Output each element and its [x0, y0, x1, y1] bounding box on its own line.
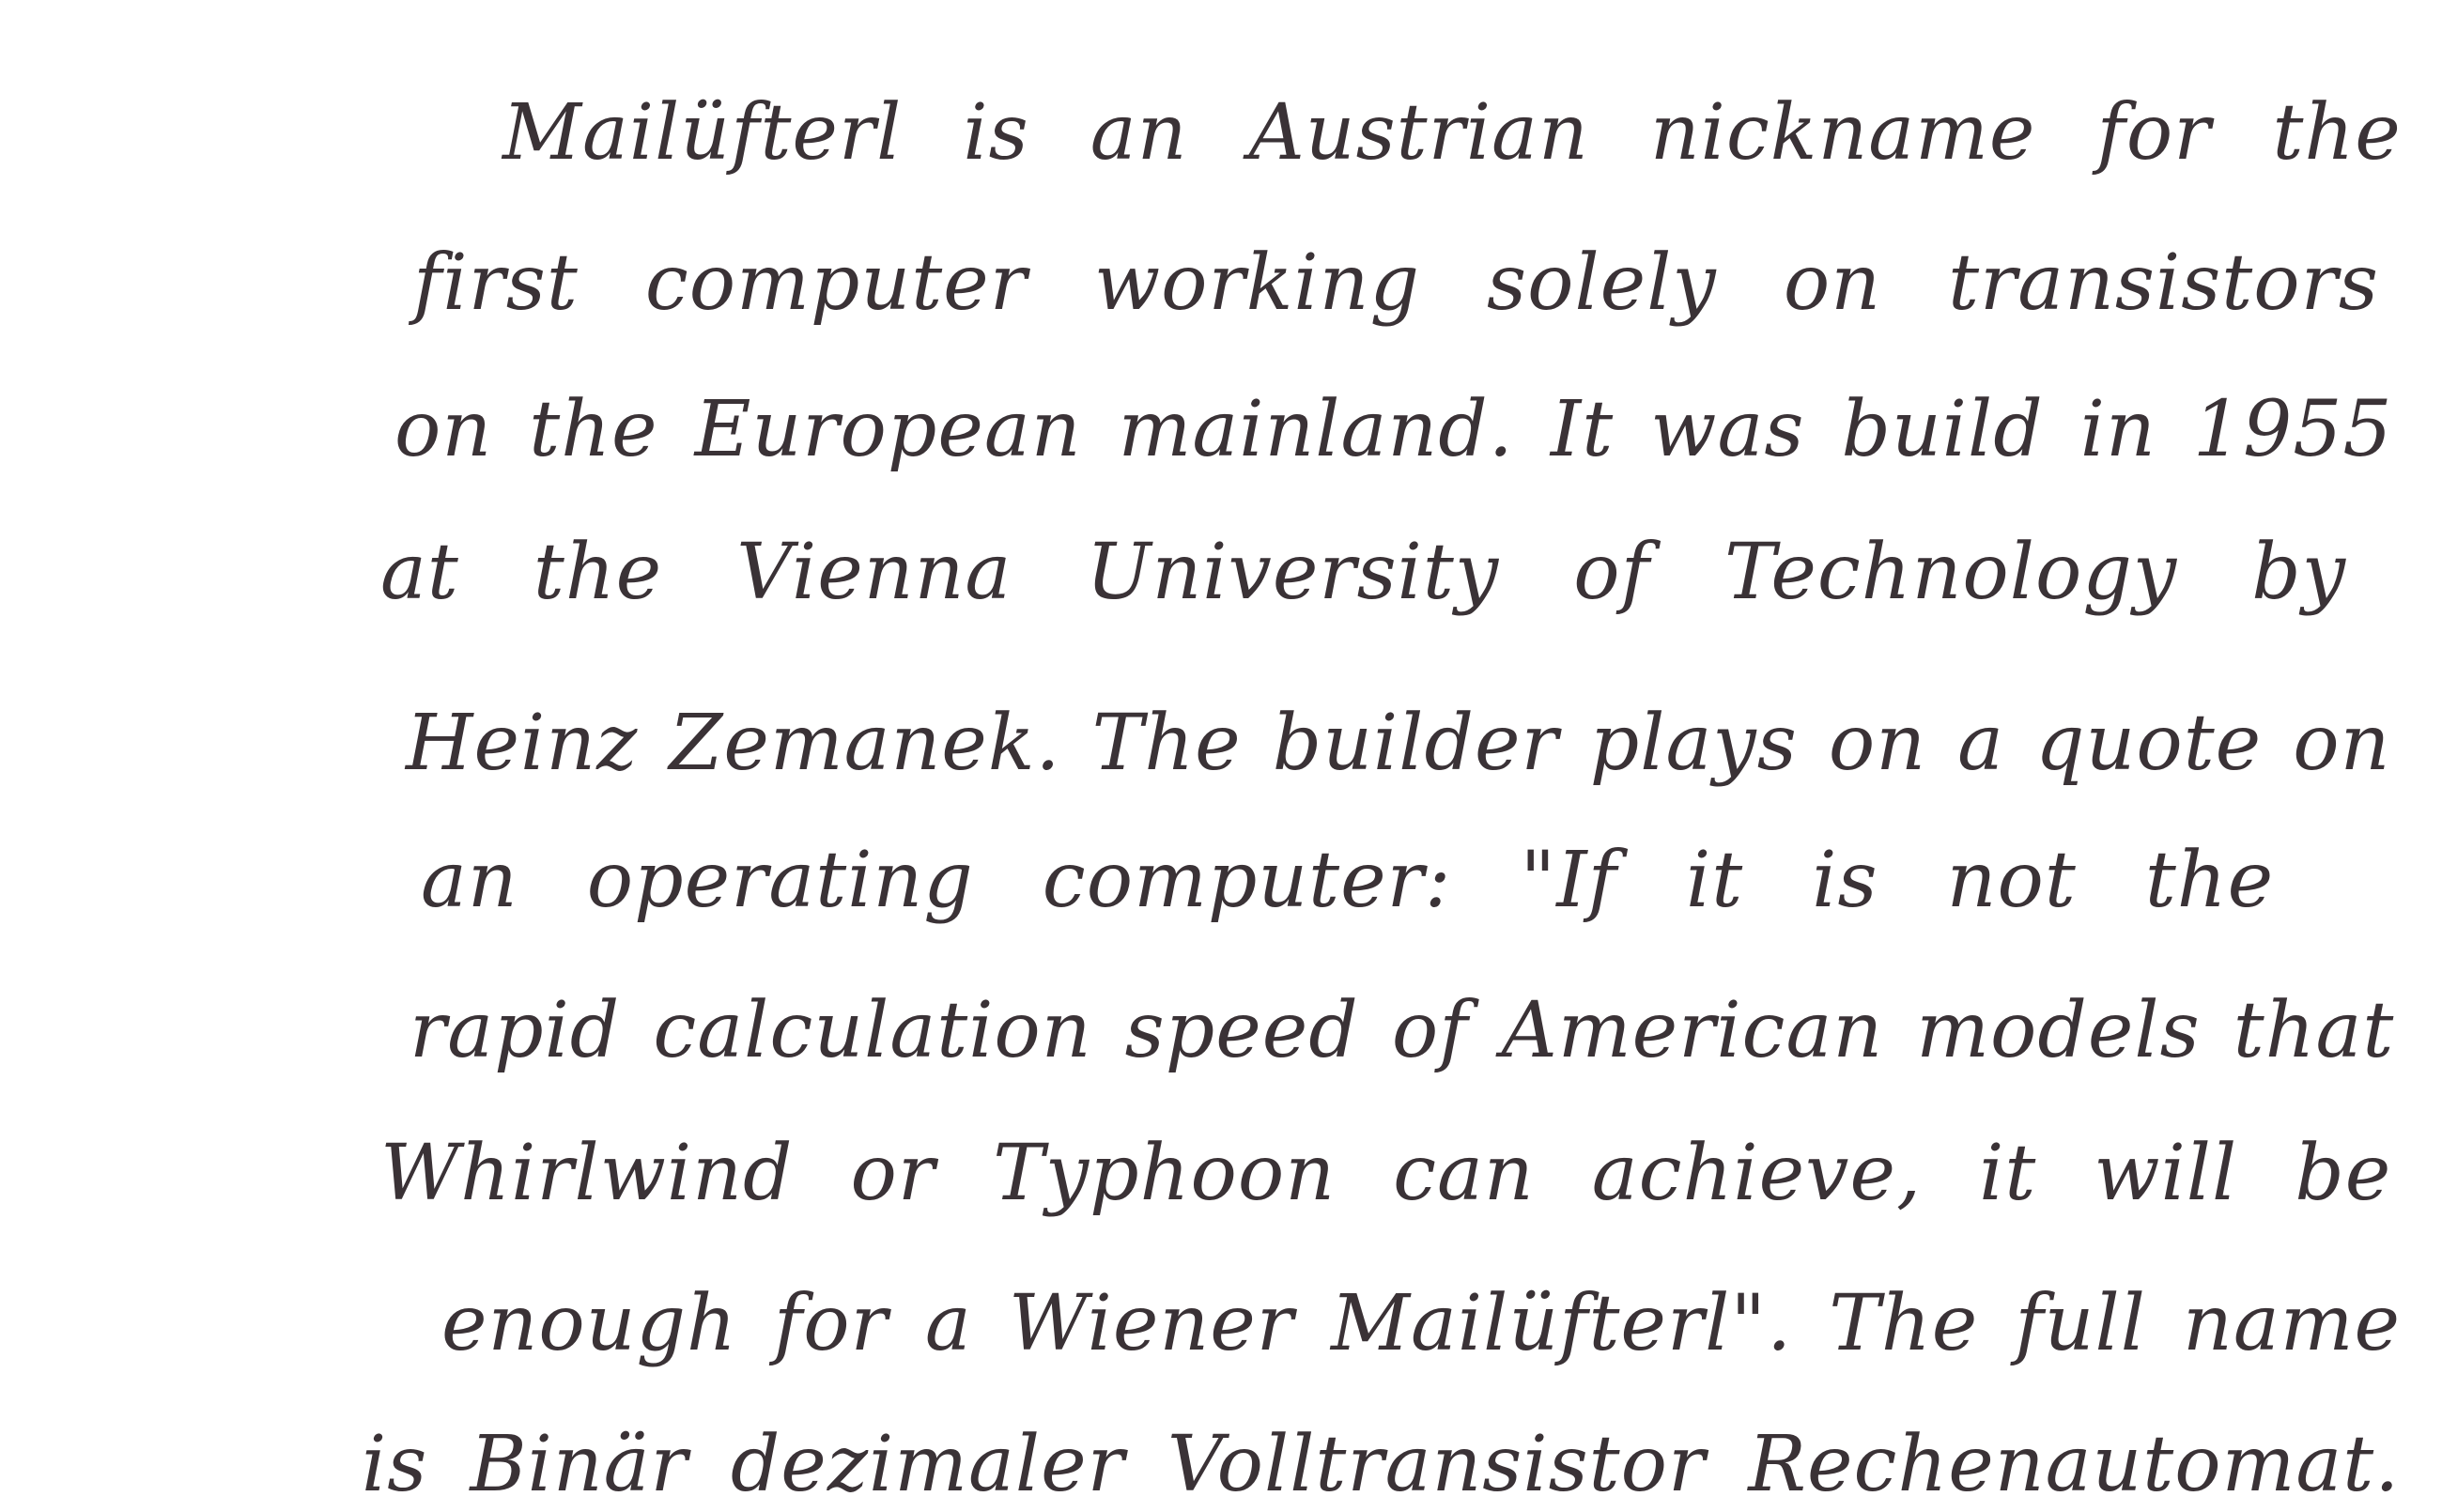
text-line-9: enough for a Wiener Mailüfterl". The full name: [441, 1279, 2401, 1368]
text-line-3: on the European mainland. It was build in 1955: [394, 385, 2393, 474]
text-line-1: Mailüfterl is an Austrian nickname for the: [502, 88, 2402, 177]
text-line-5: Heinz Zemanek. The builder plays on a quote on: [406, 699, 2391, 788]
text-line-2: first computer working solely on transistors: [413, 239, 2379, 328]
text-line-7: rapid calculation speed of American models that: [410, 986, 2395, 1075]
text-line-4: at the Vienna University of Technology by: [380, 528, 2347, 617]
text-line-8: Whirlwind or Typhoon can achieve, it will be: [380, 1129, 2392, 1218]
text-line-6: an operating computer: "If it is not the: [421, 836, 2275, 925]
text-line-10: is Binär dezimaler Volltransistor Rechenautomat.: [362, 1420, 2401, 1509]
